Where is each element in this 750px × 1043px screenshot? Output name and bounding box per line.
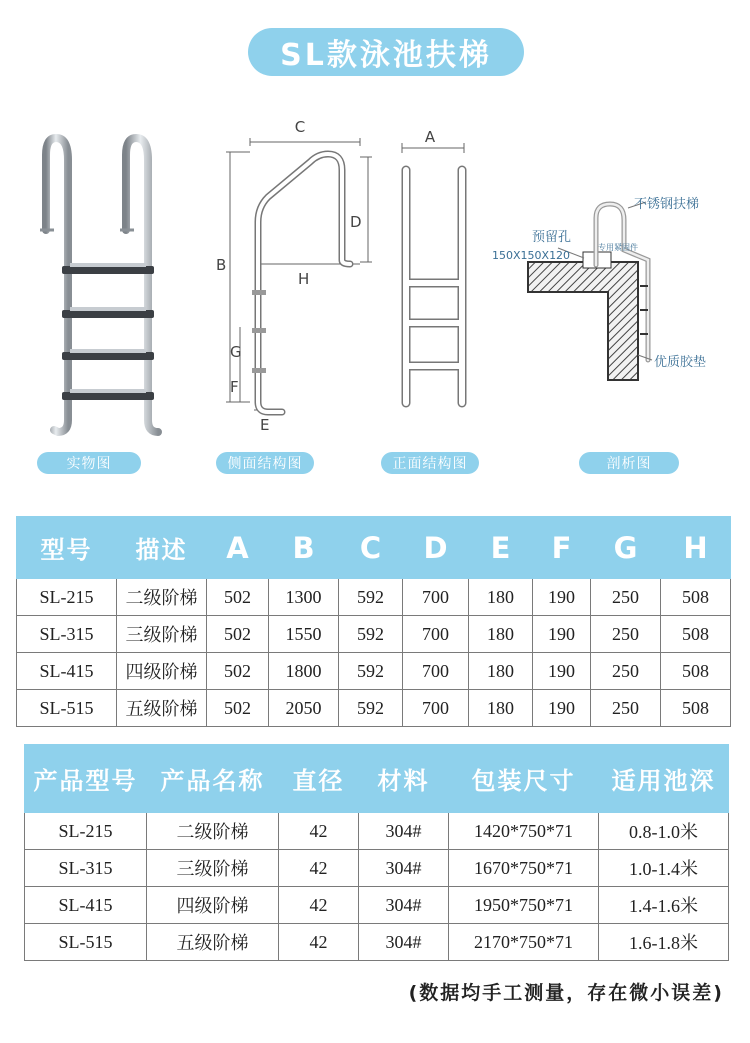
spec-cell: 508 — [661, 616, 731, 653]
side-structure-diagram — [210, 112, 380, 437]
spec-header-a: A — [207, 517, 269, 579]
product-header-material: 材料 — [359, 745, 449, 813]
spec-cell: 1300 — [269, 579, 339, 616]
product-cell: 42 — [279, 850, 359, 887]
spec-cell: SL-315 — [17, 616, 117, 653]
product-cell: 42 — [279, 813, 359, 850]
spec-cell: 508 — [661, 653, 731, 690]
spec-cell: 502 — [207, 579, 269, 616]
side-caption: 侧面结构图 — [216, 452, 314, 474]
section-label-hole-size: 150X150X120 — [492, 249, 571, 262]
spec-cell: 180 — [469, 579, 533, 616]
spec-header-desc: 描述 — [117, 517, 207, 579]
spec-cell: 700 — [403, 616, 469, 653]
table-row — [17, 579, 731, 616]
product-header-model: 产品型号 — [25, 745, 147, 813]
product-cell: 二级阶梯 — [147, 813, 279, 850]
product-cell: 2170*750*71 — [449, 924, 599, 961]
spec-cell: 592 — [339, 616, 403, 653]
spec-cell: 592 — [339, 579, 403, 616]
section-caption: 剖析图 — [579, 452, 679, 474]
product-header-name: 产品名称 — [147, 745, 279, 813]
product-cell: 四级阶梯 — [147, 887, 279, 924]
spec-cell: SL-215 — [17, 579, 117, 616]
table-row — [25, 887, 729, 924]
spec-cell: 180 — [469, 690, 533, 727]
spec-cell: 190 — [533, 616, 591, 653]
spec-cell: 502 — [207, 616, 269, 653]
dim-label-g: G — [230, 343, 242, 361]
spec-cell: 190 — [533, 579, 591, 616]
spec-cell: 592 — [339, 690, 403, 727]
section-label-pad: 优质胶垫 — [654, 355, 707, 370]
spec-header-g: G — [591, 517, 661, 579]
table-row — [17, 653, 731, 690]
spec-cell: 700 — [403, 579, 469, 616]
product-cell: SL-415 — [25, 887, 147, 924]
section-label-ladder: 不锈钢扶梯 — [634, 197, 700, 212]
table-row — [17, 616, 731, 653]
spec-cell: 1550 — [269, 616, 339, 653]
spec-header-f: F — [533, 517, 591, 579]
spec-cell: 250 — [591, 690, 661, 727]
spec-cell: 250 — [591, 616, 661, 653]
spec-cell: SL-415 — [17, 653, 117, 690]
product-cell: 42 — [279, 887, 359, 924]
product-cell: 1670*750*71 — [449, 850, 599, 887]
dim-label-b: B — [216, 256, 227, 274]
product-cell: 1950*750*71 — [449, 887, 599, 924]
product-cell: 1420*750*71 — [449, 813, 599, 850]
spec-header-h: H — [661, 517, 731, 579]
spec-header-b: B — [269, 517, 339, 579]
product-cell: 42 — [279, 924, 359, 961]
photo-caption: 实物图 — [37, 452, 141, 474]
product-cell: 五级阶梯 — [147, 924, 279, 961]
product-header-package: 包装尺寸 — [449, 745, 599, 813]
spec-cell: 五级阶梯 — [117, 690, 207, 727]
spec-cell: 190 — [533, 690, 591, 727]
dim-label-d: D — [350, 213, 362, 231]
measurement-note: (数据均手工测量，存在微小误差) — [408, 982, 724, 1004]
spec-cell: 2050 — [269, 690, 339, 727]
spec-cell: 502 — [207, 690, 269, 727]
spec-header-d: D — [403, 517, 469, 579]
product-cell: 1.0-1.4米 — [599, 850, 729, 887]
spec-cell: 508 — [661, 579, 731, 616]
product-cell: SL-315 — [25, 850, 147, 887]
section-label-anchor: 专用紧固件 — [598, 243, 638, 252]
spec-cell: 180 — [469, 616, 533, 653]
spec-cell: 三级阶梯 — [117, 616, 207, 653]
spec-header-c: C — [339, 517, 403, 579]
spec-header-row — [17, 517, 731, 579]
spec-cell: 508 — [661, 690, 731, 727]
spec-cell: 1800 — [269, 653, 339, 690]
product-cell: 0.8-1.0米 — [599, 813, 729, 850]
spec-header-e: E — [469, 517, 533, 579]
spec-cell: 592 — [339, 653, 403, 690]
ladder-photo — [36, 130, 176, 440]
spec-cell: 190 — [533, 653, 591, 690]
dim-label-a: A — [424, 128, 436, 146]
product-table — [24, 744, 729, 961]
spec-cell: 180 — [469, 653, 533, 690]
spec-cell: SL-515 — [17, 690, 117, 727]
product-cell: 1.4-1.6米 — [599, 887, 729, 924]
product-cell: 304# — [359, 813, 449, 850]
spec-table — [16, 516, 731, 727]
product-cell: 三级阶梯 — [147, 850, 279, 887]
product-header-diameter: 直径 — [279, 745, 359, 813]
spec-cell: 250 — [591, 653, 661, 690]
product-cell: SL-515 — [25, 924, 147, 961]
table-row — [25, 924, 729, 961]
product-header-depth: 适用池深 — [599, 745, 729, 813]
product-cell: 304# — [359, 887, 449, 924]
dim-label-c: C — [294, 118, 306, 136]
spec-cell: 700 — [403, 653, 469, 690]
front-structure-diagram — [392, 128, 472, 413]
dim-label-h: H — [298, 270, 310, 288]
table-row — [25, 813, 729, 850]
section-label-hole: 预留孔 — [532, 230, 572, 245]
spec-header-model: 型号 — [17, 517, 117, 579]
product-cell: 304# — [359, 850, 449, 887]
product-cell: 304# — [359, 924, 449, 961]
product-header-row — [25, 745, 729, 813]
spec-cell: 二级阶梯 — [117, 579, 207, 616]
spec-cell: 700 — [403, 690, 469, 727]
table-row — [25, 850, 729, 887]
spec-cell: 四级阶梯 — [117, 653, 207, 690]
spec-cell: 502 — [207, 653, 269, 690]
table-row — [17, 690, 731, 727]
dim-label-f: F — [230, 378, 239, 396]
section-diagram — [488, 190, 718, 390]
spec-cell: 250 — [591, 579, 661, 616]
product-cell: 1.6-1.8米 — [599, 924, 729, 961]
page-title: SL款泳池扶梯 — [248, 28, 524, 76]
front-caption: 正面结构图 — [381, 452, 479, 474]
dim-label-e: E — [260, 416, 270, 434]
product-cell: SL-215 — [25, 813, 147, 850]
